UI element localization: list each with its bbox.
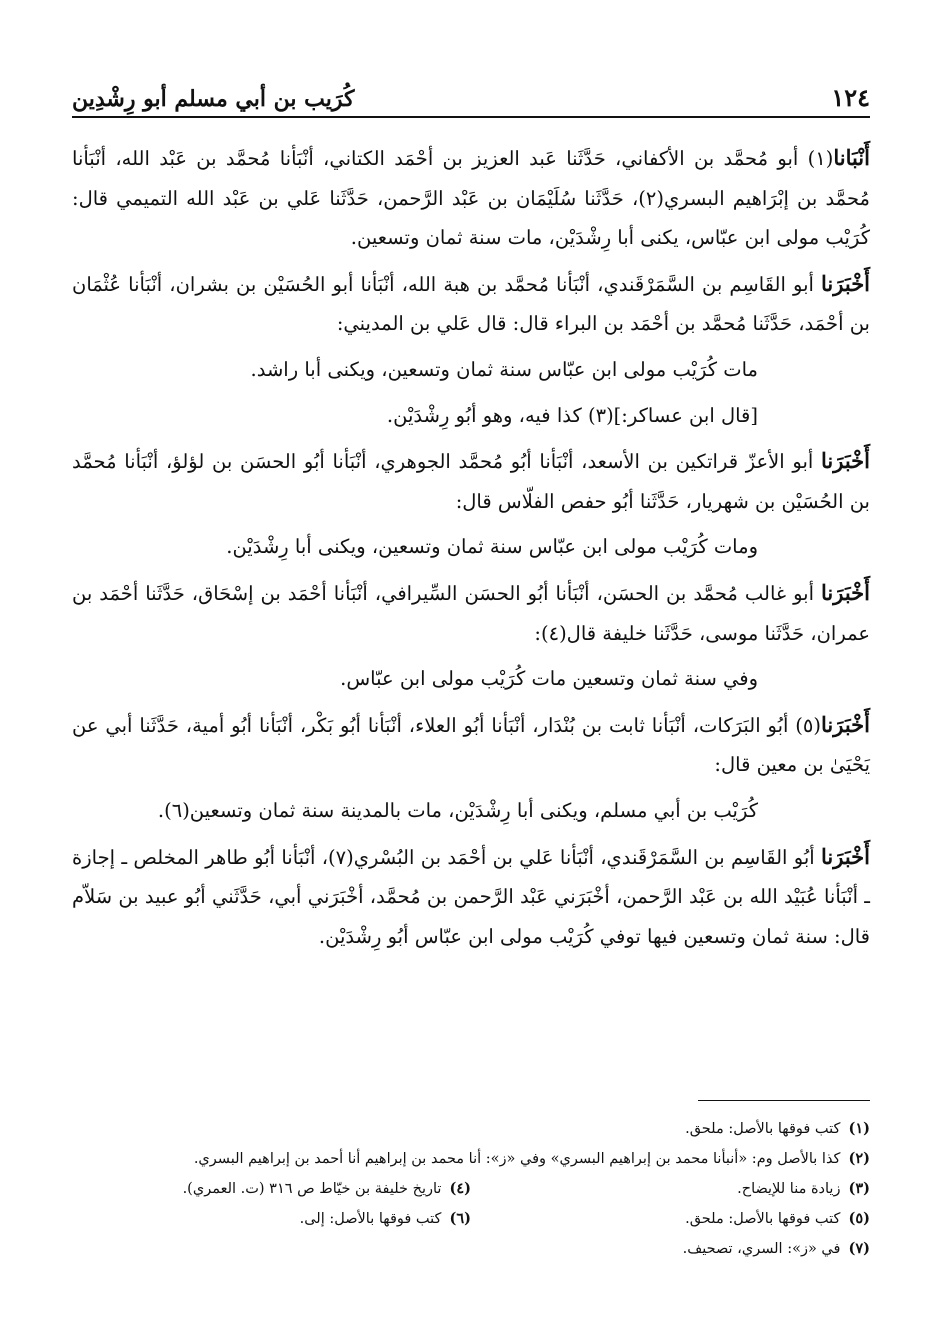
footnote-row — [72, 1114, 870, 1144]
main-text — [72, 138, 870, 962]
quote-paragraph — [72, 350, 870, 390]
chain-keyword: أَخْبَرَنا — [821, 711, 870, 737]
paragraph — [72, 441, 870, 521]
paragraph-text: (١) أبو مُحمَّد بن الأكفاني، حَدَّثَنا عَبد العزيز بن أحْمَد الكتاني، أنْبَأنا مُحمَّد بن عَبْد الله، أنْبَأنا مُحمَّد بن إبْرَاهيم البسري(٢)، حَدَّثَنا سُلَيْمَان بن عَبْد الرَّحمن، حَدَّثَنا عَلي بن عَبْد الله التميمي قال: كُرَيْب مولى ابن عبّاس، يكنى أبا رِشْدَيْن، مات سنة ثمان وتسعين. — [72, 147, 870, 250]
chain-keyword: أَخْبَرَنا — [821, 270, 871, 296]
footnote-divider — [698, 1100, 870, 1101]
footnote-row — [72, 1174, 870, 1204]
paragraph-text: أبو القَاسِم بن السَّمَرْقَندي، أنْبَأنا مُحمَّد بن هبة الله، أنْبَأنا أبو الحُسَيْن بن بشران، أنْبَأنا عُثْمَان بن أحْمَد، حَدَّثَنا مُحمَّد بن أحْمَد بن البراء قال: قال عَلي بن المديني: — [72, 272, 870, 336]
footnote-row — [72, 1204, 870, 1234]
paragraph-text: ومات كُرَيْب مولى ابن عبّاس سنة ثمان وتسعين، ويكنى أبا رِشْدَيْن. — [226, 535, 758, 559]
paragraph-text: [قال ابن عساكر:](٣) كذا فيه، وهو أبُو رِشْدَيْن. — [386, 403, 758, 427]
paragraph-text: (٥) أبُو البَرَكات، أنْبَأنا ثابت بن بُنْدَار، أنْبَأنا أبُو العلاء، أنْبَأنا أبُو بَكْر، أنْبَأنا أبُو أمية، حَدَّثَنا أبي عن يَحْيَىٰ بن معين قال: — [72, 713, 870, 777]
paragraph — [72, 705, 870, 785]
quote-paragraph — [72, 527, 870, 567]
footnote-7: (٧)في «ز»: السري، تصحيف. — [682, 1240, 870, 1257]
paragraph-text: كُرَيْب بن أبي مسلم، ويكنى أبا رِشْدَيْن، مات بالمدينة سنة ثمان وتسعين(٦). — [157, 798, 758, 822]
chain-keyword: أَخْبَرَنا — [821, 448, 870, 474]
footnote-row — [72, 1144, 870, 1174]
paragraph-text: أبُو القَاسِم بن السَّمَرْقَندي، أنْبَأنا عَلي بن أحْمَد بن البُسْري(٧)، أنْبَأنا أبُو طاهر المخلص ـ إجازة ـ أنْبَأنا عُبَيْد الله بن عَبْد الرَّحمن، أخْبَرَني عَبْد الرَّحمن بن مُحمَّد، أخْبَرَني أبي، حَدَّثَني أبُو عبيد بن سَلاّم قال: سنة ثمان وتسعين فيها توفي كُرَيْب مولى ابن عبّاس أبُو رِشْدَيْن. — [72, 845, 870, 948]
footnote-3: (٣)زيادة منا للإيضاح. — [737, 1180, 870, 1197]
quote-paragraph — [72, 396, 870, 436]
paragraph — [72, 573, 870, 653]
footnote-4: (٤)تاريخ خليفة بن خيّاط ص ٣١٦ (ت. العمري). — [182, 1180, 471, 1197]
chain-keyword: أَنْبَانا — [833, 145, 870, 170]
footnote-5: (٥)كتب فوقها بالأصل: ملحق. — [685, 1210, 870, 1227]
footnotes — [72, 1114, 870, 1264]
paragraph — [72, 264, 870, 344]
footnote-1: (١)كتب فوقها بالأصل: ملحق. — [685, 1120, 870, 1137]
chain-keyword: أَخْبَرَنا — [821, 843, 870, 869]
paragraph-text: أبو غالب مُحمَّد بن الحسَن، أنْبَأنا أبُو الحسَن السِّيرافي، أنْبَأنا أحْمَد بن إسْحَاق، حَدَّثَنا أحْمَد بن عمران، حَدَّثَنا موسى، حَدَّثَنا خليفة قال(٤): — [72, 581, 870, 645]
chain-keyword: أَخْبَرَنا — [821, 579, 870, 605]
paragraph-text: أبو الأعزّ قراتكين بن الأسعد، أنْبَأنا أبُو مُحمَّد الجوهري، أنْبَأنا أبُو الحسَن بن لؤلؤ، أنْبَأنا مُحمَّد بن الحُسَيْن بن شهريار، حَدَّثَنا أبُو حفص الفلّاس قال: — [72, 450, 870, 513]
paragraph-text: وفي سنة ثمان وتسعين مات كُرَيْب مولى ابن عبّاس. — [340, 667, 758, 691]
footnote-6: (٦)كتب فوقها بالأصل: إلى. — [299, 1210, 471, 1227]
page-number: ١٢٤ — [831, 83, 870, 112]
footnote-2: (٢)كذا بالأصل وم: «أنبأنا محمد بن إبراهيم البسري» وفي «ز»: أنا محمد بن إبراهيم أنا أحمد بن إبراهيم البسري. — [193, 1150, 870, 1167]
paragraph — [72, 837, 870, 957]
footnote-row — [72, 1234, 870, 1264]
quote-paragraph — [72, 791, 870, 831]
paragraph — [72, 138, 870, 258]
paragraph-text: مات كُرَيْب مولى ابن عبّاس سنة ثمان وتسعين، ويكنى أبا راشد. — [250, 357, 758, 381]
quote-paragraph — [72, 659, 870, 699]
running-title: كُرَيب بن أبي مسلم أبو رِشْدِين — [72, 86, 355, 112]
page-header — [72, 66, 870, 118]
